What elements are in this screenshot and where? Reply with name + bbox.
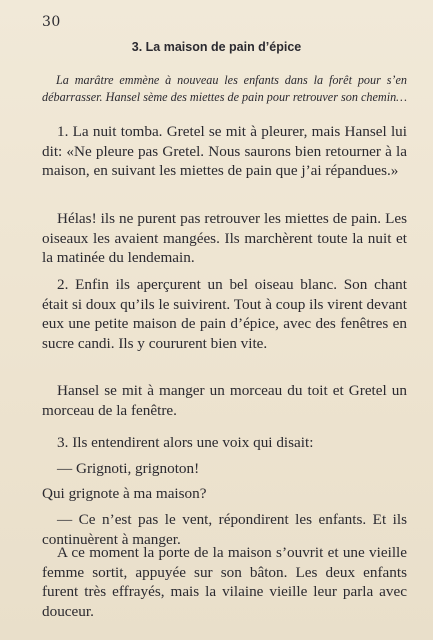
dialogue-line-2: Qui grignote à ma maison?	[42, 485, 207, 502]
paragraph-8: — Ce n’est pas le vent, répondirent les enfants. Et ils continuèrent à manger.	[42, 511, 407, 548]
paragraph-9: A ce moment la porte de la maison s’ouvrit et une vieille femme sortit, appuyée sur son bâton. Les deux enfants furent très effrayés, mais la vilaine vieille leur parla avec douceur.	[42, 544, 407, 620]
page-number: 30	[42, 14, 61, 30]
paragraph-5: 3. Ils entendirent alors une voix qui disait:	[57, 434, 314, 451]
paragraph-2: Hélas! ils ne purent pas retrouver les miettes de pain. Les oiseaux les avaient mangées. Ils marchèrent toute la nuit et la matinée du lendemain.	[42, 210, 407, 266]
paragraph-4: Hansel se mit à manger un morceau du toit et Gretel un morceau de la fenêtre.	[42, 382, 407, 419]
chapter-title: 3. La maison de pain d’épice	[131, 40, 302, 54]
paragraph-1: 1. La nuit tomba. Gretel se mit à pleurer, mais Hansel lui dit: «Ne pleure pas Gretel. Nous saurons bien retourner à la maison, en suivant les miettes de pain que j’ai répandues.»	[42, 123, 407, 179]
chapter-summary: La marâtre emmène à nouveau les enfants dans la forêt pour s’en débarrasser. Hansel sème des miettes de pain pour retrouver son chemin…	[42, 73, 408, 104]
dialogue-line-1: — Grignoti, grignoton!	[57, 460, 200, 477]
paragraph-3: 2. Enfin ils aperçurent un bel oiseau blanc. Son chant était si doux qu’ils le suivirent. Tout à coup ils virent devant eux une petite maison de pain d’épice, avec des fenêtres en sucre candi. Ils y coururent bien vite.	[42, 276, 407, 352]
